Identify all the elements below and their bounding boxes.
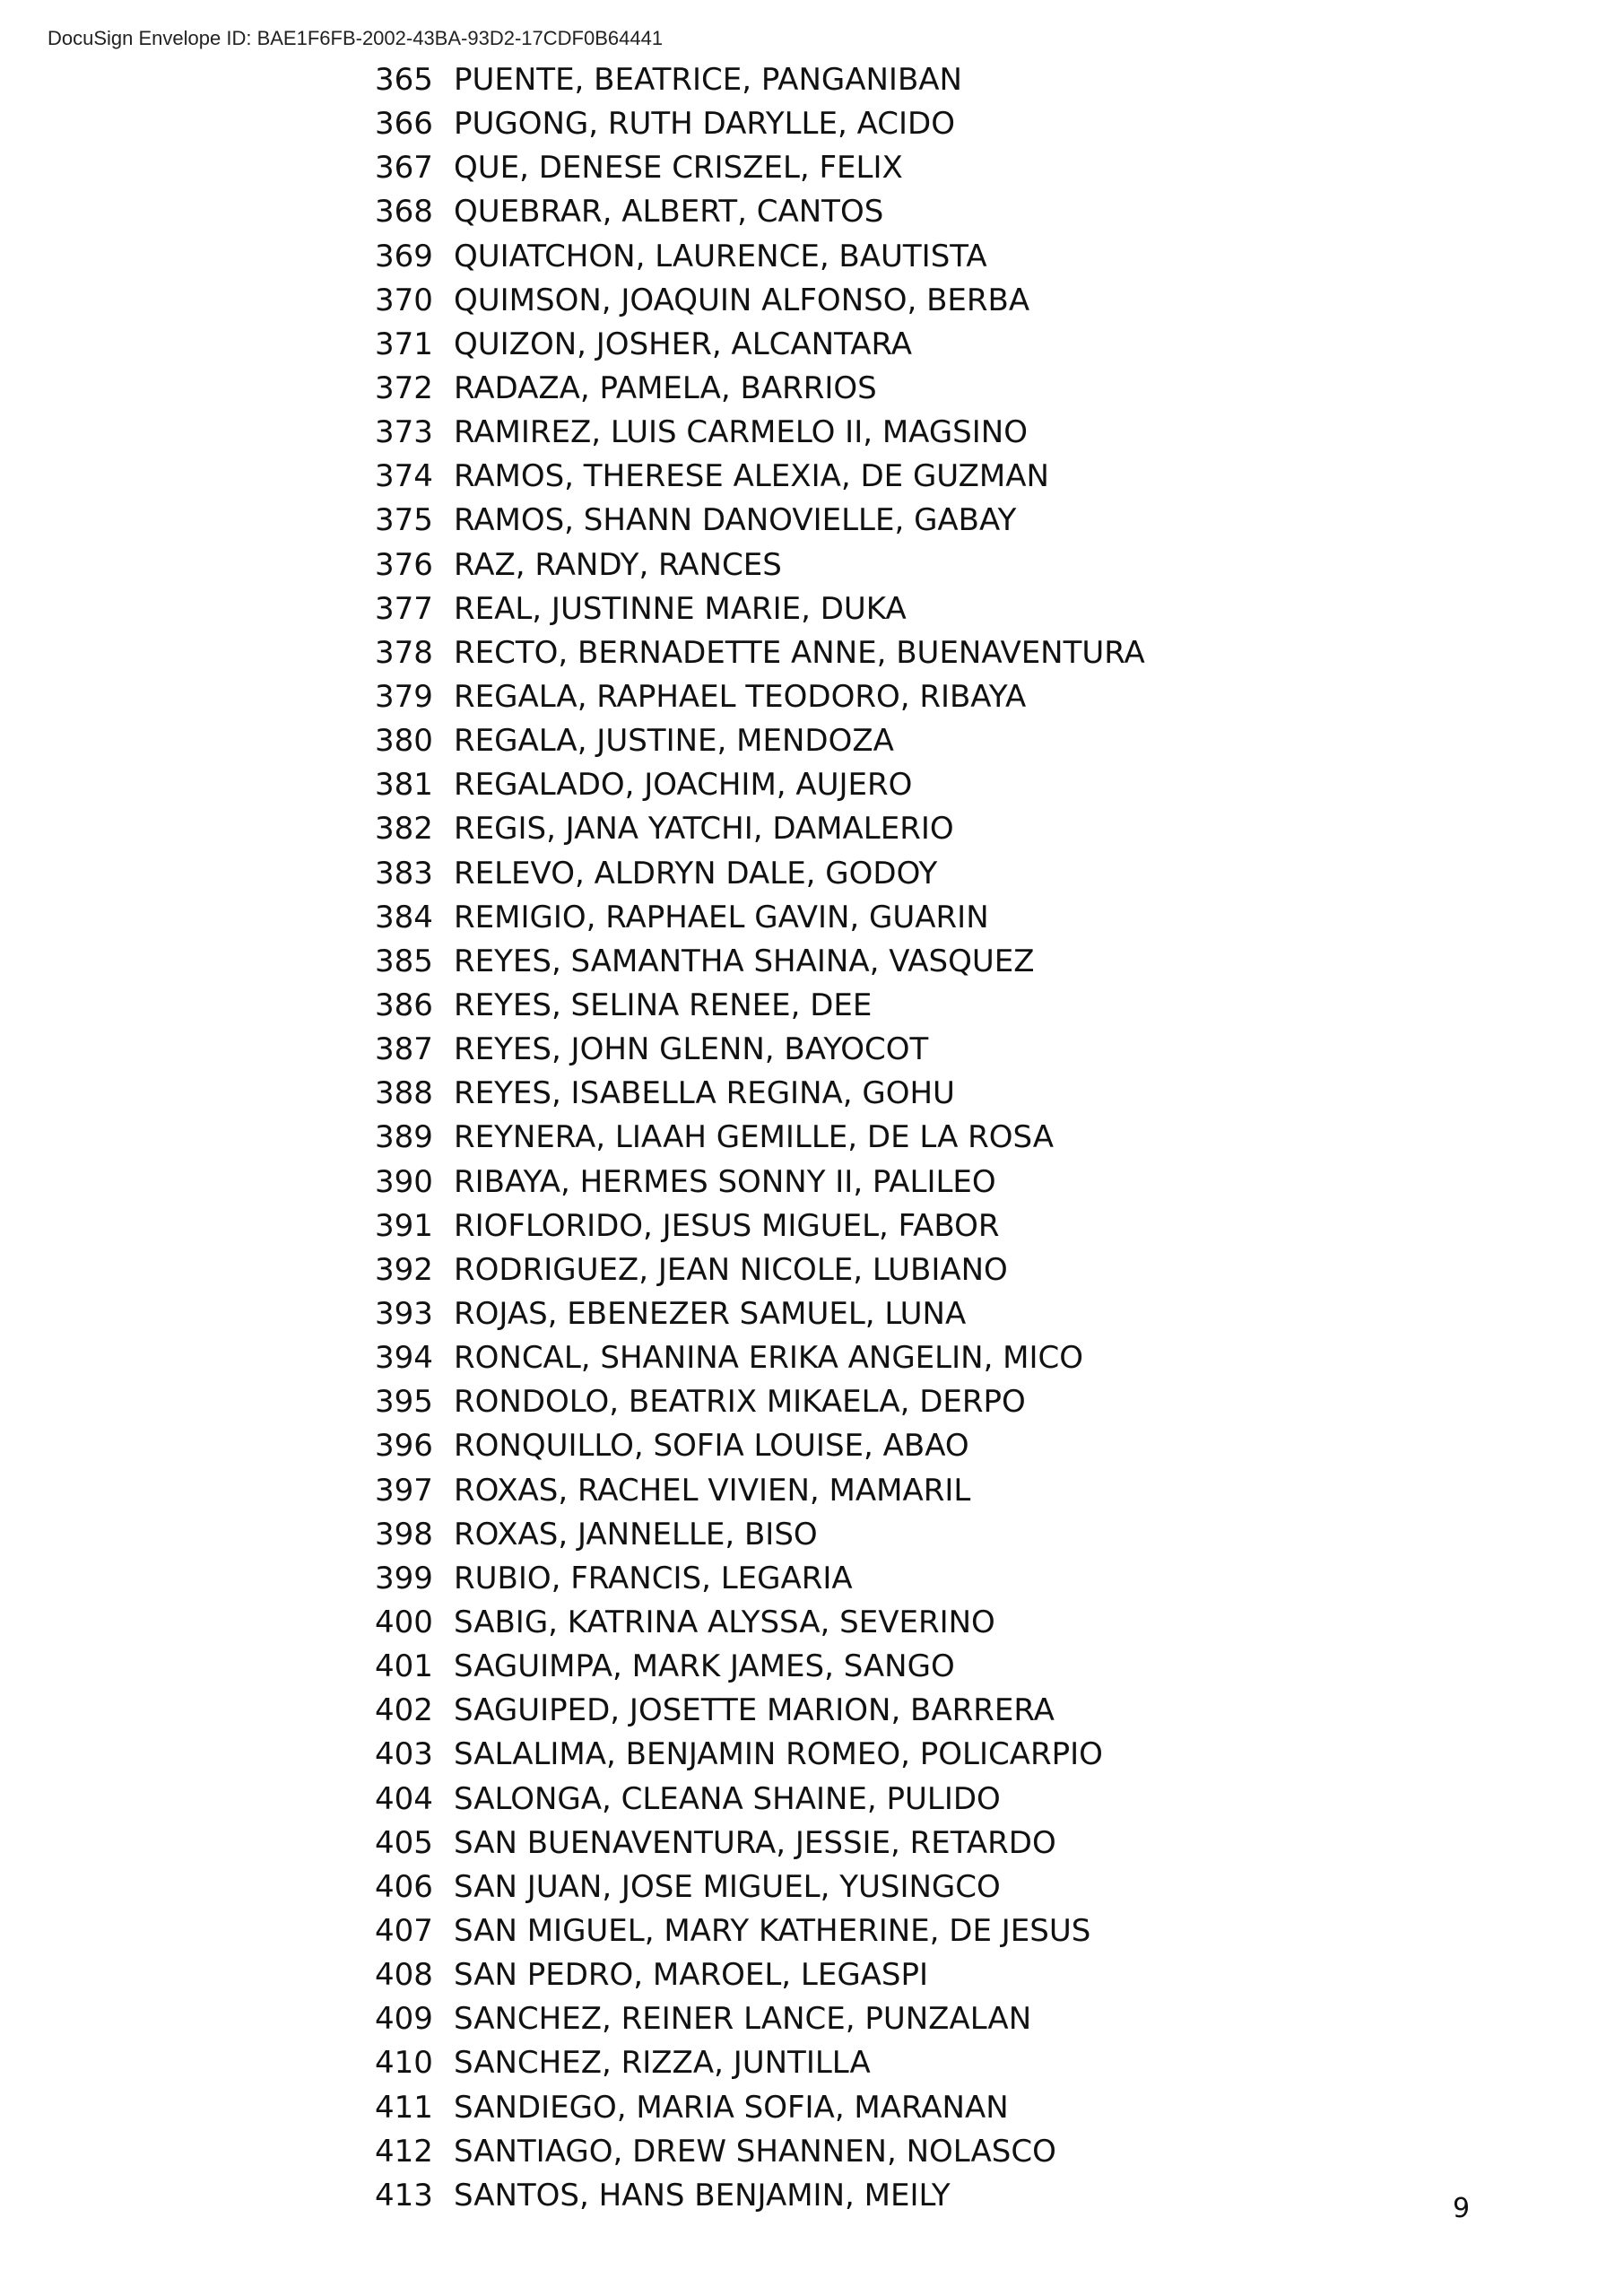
- list-item: [375, 1953, 1145, 1997]
- entry-number: 368: [375, 194, 433, 230]
- list-item: [375, 367, 1145, 411]
- entry-number: 408: [375, 1957, 433, 1994]
- list-item: [375, 2085, 1145, 2129]
- entry-name: RADAZA, PAMELA, BARRIOS: [454, 370, 877, 407]
- page-number: 9: [1453, 2193, 1471, 2224]
- list-item: [375, 1292, 1145, 1336]
- entry-name: RONCAL, SHANINA ERIKA ANGELIN, MICO: [454, 1340, 1084, 1377]
- entry-name: ROXAS, JANNELLE, BISO: [454, 1516, 818, 1552]
- entry-name: QUIATCHON, LAURENCE, BAUTISTA: [454, 238, 987, 274]
- entry-name: RAZ, RANDY, RANCES: [454, 546, 782, 583]
- entry-number: 376: [375, 546, 433, 583]
- entry-name: REGALADO, JOACHIM, AUJERO: [454, 767, 913, 804]
- entry-number: 392: [375, 1251, 433, 1288]
- entry-number: 388: [375, 1075, 433, 1112]
- list-item: [375, 984, 1145, 1028]
- list-item: [375, 1909, 1145, 1953]
- entry-number: 380: [375, 723, 433, 760]
- entry-name: REYNERA, LIAAH GEMILLE, DE LA ROSA: [454, 1119, 1055, 1156]
- entry-name: ROJAS, EBENEZER SAMUEL, LUNA: [454, 1296, 967, 1332]
- entry-number: 371: [375, 326, 433, 362]
- entry-number: 372: [375, 370, 433, 407]
- entry-number: 397: [375, 1472, 433, 1509]
- entry-name: REYES, JOHN GLENN, BAYOCOT: [454, 1031, 929, 1068]
- entry-number: 410: [375, 2045, 433, 2082]
- entry-number: 403: [375, 1736, 433, 1773]
- list-item: [375, 1072, 1145, 1116]
- list-item: [375, 631, 1145, 675]
- entry-name: REAL, JUSTINNE MARIE, DUKA: [454, 590, 907, 627]
- entry-number: 413: [375, 2177, 433, 2213]
- entry-name: REYES, SELINA RENEE, DEE: [454, 987, 873, 1024]
- entry-number: 379: [375, 679, 433, 716]
- entry-number: 398: [375, 1516, 433, 1552]
- list-item: [375, 587, 1145, 631]
- entry-name: ROXAS, RACHEL VIVIEN, MAMARIL: [454, 1472, 971, 1509]
- entry-number: 411: [375, 2089, 433, 2126]
- list-item: [375, 2130, 1145, 2174]
- envelope-id-header: DocuSign Envelope ID: BAE1F6FB-2002-43BA-93D2-17CDF0B64441: [48, 27, 664, 49]
- list-item: [375, 1866, 1145, 1909]
- list-item: [375, 1645, 1145, 1689]
- list-item: [375, 1601, 1145, 1645]
- entry-name: SABIG, KATRINA ALYSSA, SEVERINO: [454, 1604, 995, 1640]
- entry-name: RAMOS, SHANN DANOVIELLE, GABAY: [454, 502, 1017, 539]
- entry-name: SAN PEDRO, MAROEL, LEGASPI: [454, 1957, 929, 1994]
- entry-number: 382: [375, 811, 433, 848]
- entry-name: RIBAYA, HERMES SONNY II, PALILEO: [454, 1163, 996, 1200]
- list-item: [375, 1380, 1145, 1424]
- entry-number: 383: [375, 855, 433, 891]
- list-item: [375, 279, 1145, 323]
- entry-number: 405: [375, 1824, 433, 1861]
- entry-number: 400: [375, 1604, 433, 1640]
- list-item: [375, 2174, 1145, 2218]
- entry-number: 373: [375, 414, 433, 451]
- list-item: [375, 58, 1145, 102]
- entry-number: 406: [375, 1868, 433, 1905]
- entry-name: RECTO, BERNADETTE ANNE, BUENAVENTURA: [454, 634, 1145, 671]
- list-item: [375, 763, 1145, 807]
- entry-name: SAN BUENAVENTURA, JESSIE, RETARDO: [454, 1824, 1056, 1861]
- entry-name: RUBIO, FRANCIS, LEGARIA: [454, 1560, 853, 1596]
- list-item: [375, 852, 1145, 896]
- list-item: [375, 1205, 1145, 1248]
- entry-number: 366: [375, 106, 433, 143]
- entry-name: RONQUILLO, SOFIA LOUISE, ABAO: [454, 1428, 969, 1465]
- list-item: [375, 1997, 1145, 2041]
- list-item: [375, 1424, 1145, 1468]
- entry-number: 374: [375, 458, 433, 495]
- entry-number: 365: [375, 62, 433, 99]
- entry-number: 409: [375, 2001, 433, 2038]
- entry-name: RELEVO, ALDRYN DALE, GODOY: [454, 855, 938, 891]
- entry-number: 387: [375, 1031, 433, 1068]
- list-item: [375, 940, 1145, 984]
- entry-name: REYES, ISABELLA REGINA, GOHU: [454, 1075, 955, 1112]
- entry-number: 386: [375, 987, 433, 1024]
- entry-number: 393: [375, 1296, 433, 1332]
- entry-number: 407: [375, 1912, 433, 1949]
- entry-number: 394: [375, 1340, 433, 1377]
- list-item: [375, 807, 1145, 851]
- entry-number: 401: [375, 1648, 433, 1685]
- entry-number: 369: [375, 238, 433, 274]
- entry-number: 402: [375, 1692, 433, 1729]
- list-item: [375, 1161, 1145, 1205]
- entry-name: SANCHEZ, RIZZA, JUNTILLA: [454, 2045, 871, 2082]
- list-item: [375, 235, 1145, 279]
- entry-number: 391: [375, 1207, 433, 1244]
- list-item: [375, 1513, 1145, 1557]
- entry-number: 385: [375, 943, 433, 979]
- list-item: [375, 1248, 1145, 1292]
- list-item: [375, 1777, 1145, 1821]
- list-item: [375, 544, 1145, 587]
- list-item: [375, 455, 1145, 499]
- entry-number: 367: [375, 150, 433, 187]
- list-item: [375, 102, 1145, 146]
- list-item: [375, 323, 1145, 367]
- entry-name: SAGUIPED, JOSETTE MARION, BARRERA: [454, 1692, 1055, 1729]
- list-item: [375, 896, 1145, 940]
- entry-number: 390: [375, 1163, 433, 1200]
- entry-name: QUIZON, JOSHER, ALCANTARA: [454, 326, 912, 362]
- name-list: [375, 58, 1145, 2218]
- entry-number: 370: [375, 282, 433, 318]
- list-item: [375, 1733, 1145, 1777]
- list-item: [375, 1822, 1145, 1866]
- list-item: [375, 146, 1145, 190]
- list-item: [375, 719, 1145, 763]
- list-item: [375, 499, 1145, 543]
- entry-number: 389: [375, 1119, 433, 1156]
- entry-name: QUEBRAR, ALBERT, CANTOS: [454, 194, 884, 230]
- entry-name: REMIGIO, RAPHAEL GAVIN, GUARIN: [454, 899, 989, 935]
- entry-number: 384: [375, 899, 433, 935]
- entry-number: 396: [375, 1428, 433, 1465]
- list-item: [375, 1028, 1145, 1072]
- entry-name: PUGONG, RUTH DARYLLE, ACIDO: [454, 106, 955, 143]
- list-item: [375, 1469, 1145, 1513]
- entry-name: SANTOS, HANS BENJAMIN, MEILY: [454, 2177, 951, 2213]
- list-item: [375, 2041, 1145, 2085]
- entry-name: SALALIMA, BENJAMIN ROMEO, POLICARPIO: [454, 1736, 1103, 1773]
- entry-name: REGALA, RAPHAEL TEODORO, RIBAYA: [454, 679, 1027, 716]
- entry-name: SALONGA, CLEANA SHAINE, PULIDO: [454, 1780, 1001, 1817]
- entry-name: RIOFLORIDO, JESUS MIGUEL, FABOR: [454, 1207, 1000, 1244]
- entry-name: SAN JUAN, JOSE MIGUEL, YUSINGCO: [454, 1868, 1001, 1905]
- entry-number: 395: [375, 1384, 433, 1421]
- entry-number: 378: [375, 634, 433, 671]
- list-item: [375, 675, 1145, 719]
- entry-number: 404: [375, 1780, 433, 1817]
- entry-number: 412: [375, 2133, 433, 2170]
- entry-name: QUIMSON, JOAQUIN ALFONSO, BERBA: [454, 282, 1030, 318]
- entry-name: QUE, DENESE CRISZEL, FELIX: [454, 150, 903, 187]
- entry-name: SAN MIGUEL, MARY KATHERINE, DE JESUS: [454, 1912, 1091, 1949]
- list-item: [375, 1689, 1145, 1733]
- entry-number: 399: [375, 1560, 433, 1596]
- entry-name: REGIS, JANA YATCHI, DAMALERIO: [454, 811, 954, 848]
- entry-name: SANCHEZ, REINER LANCE, PUNZALAN: [454, 2001, 1032, 2038]
- list-item: [375, 1116, 1145, 1160]
- entry-name: RAMIREZ, LUIS CARMELO II, MAGSINO: [454, 414, 1028, 451]
- entry-name: PUENTE, BEATRICE, PANGANIBAN: [454, 62, 962, 99]
- list-item: [375, 1557, 1145, 1601]
- entry-name: SANTIAGO, DREW SHANNEN, NOLASCO: [454, 2133, 1056, 2170]
- entry-name: SAGUIMPA, MARK JAMES, SANGO: [454, 1648, 955, 1685]
- entry-name: RAMOS, THERESE ALEXIA, DE GUZMAN: [454, 458, 1049, 495]
- list-item: [375, 1336, 1145, 1380]
- entry-name: RONDOLO, BEATRIX MIKAELA, DERPO: [454, 1384, 1026, 1421]
- entry-number: 377: [375, 590, 433, 627]
- entry-name: RODRIGUEZ, JEAN NICOLE, LUBIANO: [454, 1251, 1008, 1288]
- list-item: [375, 190, 1145, 234]
- entry-number: 381: [375, 767, 433, 804]
- entry-number: 375: [375, 502, 433, 539]
- entry-name: REYES, SAMANTHA SHAINA, VASQUEZ: [454, 943, 1035, 979]
- list-item: [375, 411, 1145, 455]
- entry-name: REGALA, JUSTINE, MENDOZA: [454, 723, 894, 760]
- entry-name: SANDIEGO, MARIA SOFIA, MARANAN: [454, 2089, 1009, 2126]
